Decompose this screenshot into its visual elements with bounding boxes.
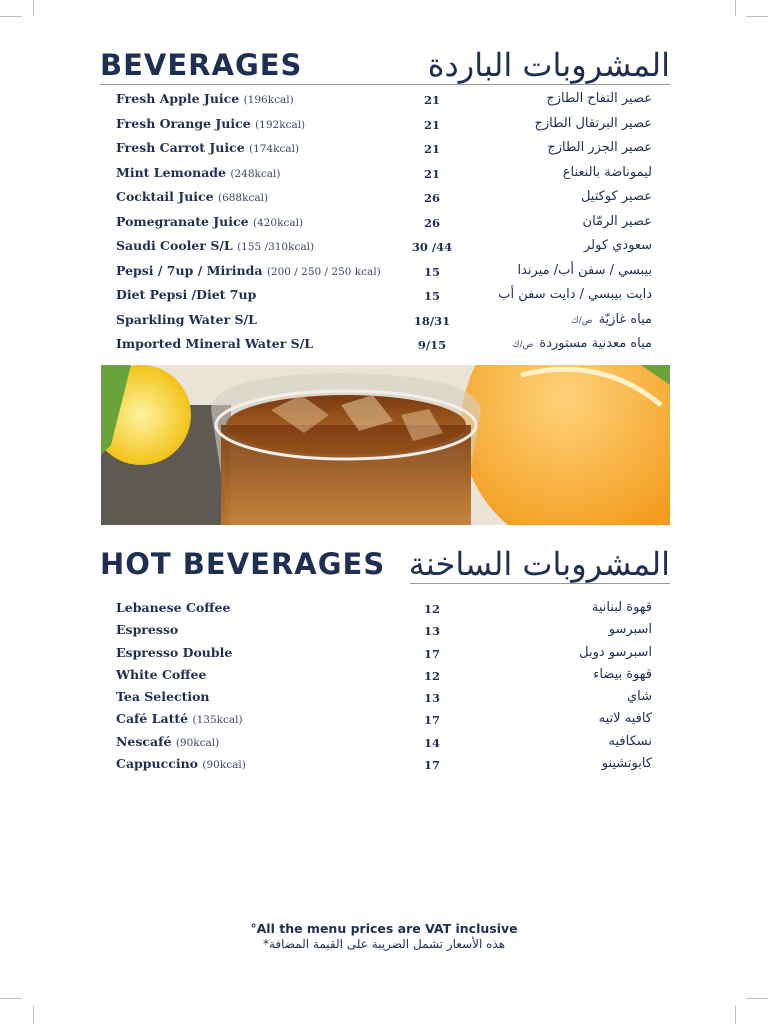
crop-mark (33, 0, 34, 16)
crop-mark (746, 16, 768, 17)
item-calories: (90kcal) (202, 759, 246, 772)
item-name: White Coffee (116, 666, 207, 682)
item-name-en (116, 756, 246, 771)
item-price: 21 (423, 142, 440, 156)
item-name-arabic: عصير الجزر الطازج (547, 140, 652, 155)
hot-beverages-heading (100, 543, 670, 583)
menu-item (116, 756, 652, 778)
crop-mark (0, 998, 22, 999)
iced-tea-illustration (101, 365, 670, 525)
item-name-ar (609, 622, 652, 637)
item-name: Pomegranate Juice (116, 213, 249, 229)
item-name: Espresso (116, 622, 179, 638)
item-price: 13 (423, 624, 440, 639)
item-name-ar (571, 312, 652, 327)
item-price: 18/31 (413, 313, 451, 328)
item-name-en (116, 711, 243, 726)
menu-item (116, 140, 652, 165)
item-name-en (116, 336, 313, 351)
item-name-ar (581, 189, 652, 204)
menu-item (116, 263, 652, 288)
item-name: Café Latté (116, 711, 189, 727)
item-price: 26 (423, 191, 440, 205)
crop-mark (735, 0, 736, 16)
item-name-ar (547, 140, 652, 155)
item-calories: (196kcal) (243, 94, 294, 106)
menu-item (116, 667, 652, 689)
item-price: 17 (423, 758, 440, 773)
item-name-ar (563, 165, 652, 180)
item-calories: (155 /310kcal) (237, 241, 315, 253)
hot-menu-list (116, 600, 652, 778)
item-name-ar (517, 263, 652, 278)
hot-heading-rule (410, 583, 670, 584)
item-name-ar (593, 667, 652, 682)
hot-title-ar: المشروبات الساخنة (408, 545, 670, 583)
item-price: 14 (423, 735, 440, 750)
item-name-en (116, 263, 381, 278)
item-name-arabic: كابوتشينو (601, 756, 652, 772)
item-name: Fresh Apple Juice (116, 91, 240, 106)
item-name-en (116, 189, 268, 204)
vat-note-en: °All the menu prices are VAT inclusive (250, 921, 518, 936)
item-name-arabic: كافيه لاتيه (598, 711, 652, 727)
item-name-en (116, 214, 303, 229)
item-calories: (174kcal) (249, 143, 300, 155)
cold-menu-list (116, 91, 652, 361)
menu-item (116, 734, 652, 756)
item-name-arabic: اسبرسو دوبل (579, 644, 652, 660)
item-name-en (116, 91, 294, 106)
menu-item (116, 312, 652, 337)
item-name-arabic: عصير الرمّان (582, 213, 652, 229)
cold-title-en: BEVERAGES (100, 48, 303, 82)
item-name: Imported Mineral Water S/L (116, 336, 314, 351)
item-name: Pepsi / 7up / Mirinda (116, 262, 263, 278)
item-name-arabic: قهوة بيضاء (593, 666, 652, 682)
item-name-arabic: سعودي كولر (583, 238, 652, 253)
item-price: 21 (423, 166, 440, 181)
item-calories: (420kcal) (252, 216, 304, 229)
item-name-ar (512, 336, 652, 351)
item-name: Diet Pepsi /Diet 7up (116, 287, 257, 302)
item-name-ar (498, 287, 652, 302)
crop-mark (746, 998, 768, 999)
item-price: 15 (423, 289, 440, 303)
item-name-arabic: عصير كوكتيل (580, 189, 652, 204)
cold-beverages-heading (100, 44, 670, 84)
item-name-arabic: عصير البرتقال الطازج (534, 115, 652, 131)
item-price: 13 (423, 691, 440, 706)
item-calories: (688kcal) (217, 192, 269, 204)
item-price: 21 (423, 93, 440, 107)
item-price: 17 (423, 713, 440, 728)
item-name-ar (534, 116, 652, 131)
item-name: Mint Lemonade (116, 164, 226, 180)
item-name: Nescafé (116, 733, 172, 749)
item-price: 12 (423, 602, 440, 616)
item-price: 9/15 (417, 338, 447, 352)
item-name-ar (602, 756, 652, 771)
item-name-ar (609, 734, 652, 749)
item-name: Saudi Cooler S/L (116, 238, 233, 253)
menu-item (116, 689, 652, 711)
item-name: Cocktail Juice (116, 189, 214, 204)
item-name-ar (583, 214, 652, 229)
hot-title-en: HOT BEVERAGES (100, 547, 386, 581)
crop-mark (0, 16, 22, 17)
item-name: Fresh Carrot Juice (116, 140, 245, 155)
vat-note-ar: هذه الأسعار تشمل الضريبة على القيمة المضافة* (262, 937, 506, 951)
item-name: Espresso Double (116, 644, 233, 660)
item-name-ar (546, 91, 652, 106)
item-calories: (248kcal) (230, 167, 281, 180)
item-name-en (116, 238, 314, 253)
item-name-ar (584, 238, 652, 253)
menu-item (116, 287, 652, 312)
item-price: 12 (423, 668, 440, 683)
item-name-en (116, 689, 210, 704)
menu-item (116, 622, 652, 644)
iced-tea-photo (101, 365, 670, 525)
item-name-arabic: نسكافيه (608, 733, 652, 749)
item-name-ar (599, 711, 652, 726)
menu-item (116, 711, 652, 733)
item-name-arabic: اسبرسو (608, 622, 652, 638)
item-name-ar (579, 645, 652, 660)
menu-item (116, 645, 652, 667)
item-name-arabic: دايت بيبسي / دايت سفن أب (498, 287, 652, 302)
item-name: Cappuccino (116, 756, 199, 772)
item-name-en (116, 600, 230, 615)
item-name-arabic: بيبسي / سفن أب/ ميرندا (517, 262, 652, 278)
item-name-ar (592, 600, 652, 615)
menu-item (116, 91, 652, 116)
item-name-en (116, 622, 178, 637)
crop-mark (33, 1006, 34, 1024)
item-calories: (135kcal) (192, 714, 243, 727)
item-size-unit: ص/ك (571, 315, 593, 326)
item-name-ar (627, 689, 652, 704)
item-calories: (200 / 250 / 250 kcal) (266, 265, 381, 278)
item-price: 17 (423, 646, 440, 661)
item-name: Lebanese Coffee (116, 600, 231, 615)
item-name-arabic: عصير التفاح الطازج (546, 91, 652, 106)
item-name-en (116, 287, 256, 302)
item-price: 30 /44 (411, 240, 453, 254)
menu-item (116, 238, 652, 263)
item-name-arabic: شاي (626, 689, 652, 705)
item-name-arabic: قهوة لبنانية (591, 600, 652, 615)
menu-item (116, 116, 652, 141)
menu-item (116, 214, 652, 239)
item-name-en (116, 116, 305, 131)
menu-item (116, 600, 652, 622)
item-price: 21 (423, 117, 440, 132)
cold-heading-rule (100, 84, 670, 85)
item-size-unit: ص/ك (512, 340, 534, 350)
item-name-en (116, 734, 219, 749)
item-name-arabic: مياه غازيّة (598, 311, 652, 327)
item-name-en (116, 645, 232, 660)
item-name-en (116, 165, 280, 180)
item-name-en (116, 667, 206, 682)
crop-mark (735, 1006, 736, 1024)
menu-item (116, 189, 652, 214)
item-name-en (116, 140, 299, 155)
item-price: 26 (423, 215, 440, 230)
item-name: Fresh Orange Juice (116, 115, 251, 131)
menu-item (116, 165, 652, 190)
item-calories: (90kcal) (175, 736, 220, 749)
item-name: Sparkling Water S/L (116, 311, 257, 327)
item-name: Tea Selection (116, 689, 210, 705)
menu-item (116, 336, 652, 361)
item-name-arabic: مياه معدنية مستوردة (539, 336, 652, 351)
item-name-en (116, 312, 257, 327)
item-price: 15 (423, 264, 440, 279)
item-calories: (192kcal) (255, 118, 306, 131)
cold-title-ar: المشروبات الباردة (427, 46, 670, 84)
item-name-arabic: ليموناضة بالنعناع (562, 164, 652, 180)
